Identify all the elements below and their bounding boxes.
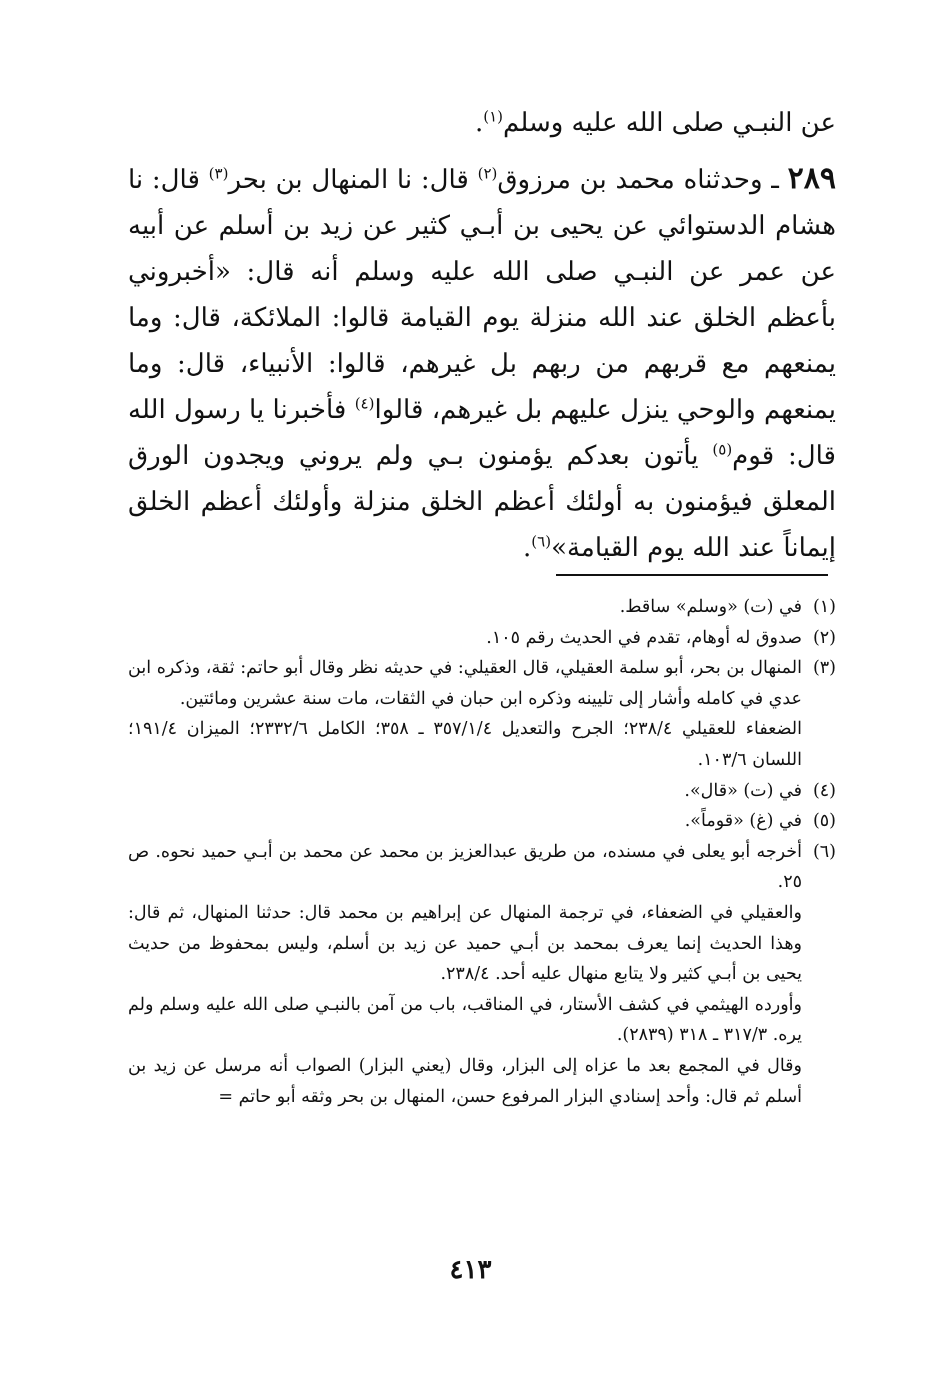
footnote-number: (١) — [812, 597, 836, 617]
hadith-number: ٢٨٩ — [787, 161, 836, 196]
footnote-ref: (٦) — [531, 532, 552, 551]
footnote-text: في (ت) «وسلم» ساقط. — [619, 597, 802, 617]
footnote-4 — [128, 776, 836, 807]
hadith-text-3: قال: نا هشام الدستوائي عن يحيى بن أبـي كثير عن زيد بن أسلم عن أبيه عن عمر عن النبـي صلى الله عليه وسلم أنه قال: «أخبروني بأعظم الخلق عند الله منزلة يوم القيامة قالوا: الملائكة، قال: وما يمنعهم مع قربهم من ربهم بل غيرهم، قالوا: الأنبياء، قال: وما يمنعهم والوحي ينزل عليهم بل غيرهم، قالوا — [128, 165, 836, 425]
footnote-5 — [128, 806, 836, 837]
footnote-text: أخرجه أبو يعلى في مسنده، من طريق عبدالعزيز بن محمد عن محمد بن أبـي حميد نحوه. ص ٢٥. — [128, 841, 802, 893]
footnote-number: (٣) — [812, 658, 836, 679]
footnote-divider — [556, 574, 828, 576]
footnote-sources: الضعفاء للعقيلي ٢٣٨/٤؛ الجرح والتعديل ٣٥٧/١/٤ ـ ٣٥٨؛ الكامل ٢٣٣٢/٦؛ الميزان ١٩١/٤؛ اللسان ١٠٣/٦. — [128, 719, 802, 770]
footnote-paragraph: وأورده الهيثمي في كشف الأستار، في المناقب، باب من آمن بالنبـي صلى الله عليه وسلم ولم يره. ٣١٧/٣ ـ ٣١٨ (٢٨٣٩). — [128, 994, 802, 1046]
footnote-text: صدوق له أوهام، تقدم في الحديث رقم ١٠٥. — [486, 627, 802, 648]
footnote-3 — [128, 653, 836, 714]
hadith-text-2: قال: نا المنهال بن بحر — [228, 165, 478, 195]
footnote-2 — [128, 623, 836, 654]
footnote-text: في (غ) «قوماً». — [684, 811, 802, 832]
footnote-ref: (٥) — [712, 440, 733, 459]
footnote-ref: (٤) — [354, 394, 375, 413]
footnote-ref: (١) — [483, 107, 504, 126]
punctuation: . — [523, 533, 532, 563]
footnote-text: في (ت) «قال». — [684, 780, 802, 801]
footnote-paragraph: والعقيلي في الضعفاء، في ترجمة المنهال عن إبراهيم بن محمد قال: حدثنا المنهال، ثم قال: وهذا الحديث إنما يعرف بمحمد بن أبـي حميد عن زيد بن أسلم، وليس بمحفوظ من حديث يحيى بن أبـي كثير ولا يتابع منهال عليه أحد. ٢٣٨/٤. — [128, 902, 802, 985]
opening-text: عن النبـي صلى الله عليه وسلم — [503, 108, 836, 138]
opening-line — [128, 100, 836, 146]
page-number: ٤١٣ — [449, 1255, 492, 1285]
hadith-text-5: يأتون بعدكم يؤمنون بـي ولم يروني ويجدون الورق المعلق فيؤمنون به أولئك أعظم الخلق منزلة وأولئك أعظم الخلق إيماناً عند الله يوم القيامة» — [128, 441, 836, 563]
footnote-6 — [128, 837, 836, 898]
footnote-number: (٦) — [812, 841, 836, 862]
footnote-paragraph: وقال في المجمع بعد ما عزاه إلى البزار، وقال (يعني البزار) الصواب أنه مرسل عن زيد بن أسلم ثم قال: وأحد إسنادي البزار المرفوع حسن، المنهال بن بحر وثقه أبو حاتم = — [128, 1055, 802, 1107]
footnote-text: المنهال بن بحر، أبو سلمة العقيلي، قال العقيلي: في حديثه نظر وقال أبو حاتم: ثقة، وذكره ابن عدي في كامله وأشار إلى تليينه وذكره ابن حبان في الثقات، مات سنة عشرين ومائتين. — [128, 658, 802, 709]
footnote-number: (٥) — [812, 811, 836, 832]
hadith-text-4: فأخبرنا يا رسول الله قال: قوم — [128, 395, 836, 471]
footnotes — [128, 592, 836, 1112]
footnote-ref: (٢) — [477, 164, 498, 183]
footnote-1 — [128, 592, 836, 623]
footnote-number: (٤) — [812, 780, 836, 801]
punctuation: . — [474, 108, 484, 138]
footnote-ref: (٣) — [208, 164, 229, 183]
main-text — [128, 100, 836, 571]
hadith-text-1: ـ وحدثناه محمد بن مرزوق — [497, 165, 788, 195]
hadith-paragraph — [128, 156, 836, 571]
footnote-number: (٢) — [812, 627, 836, 648]
